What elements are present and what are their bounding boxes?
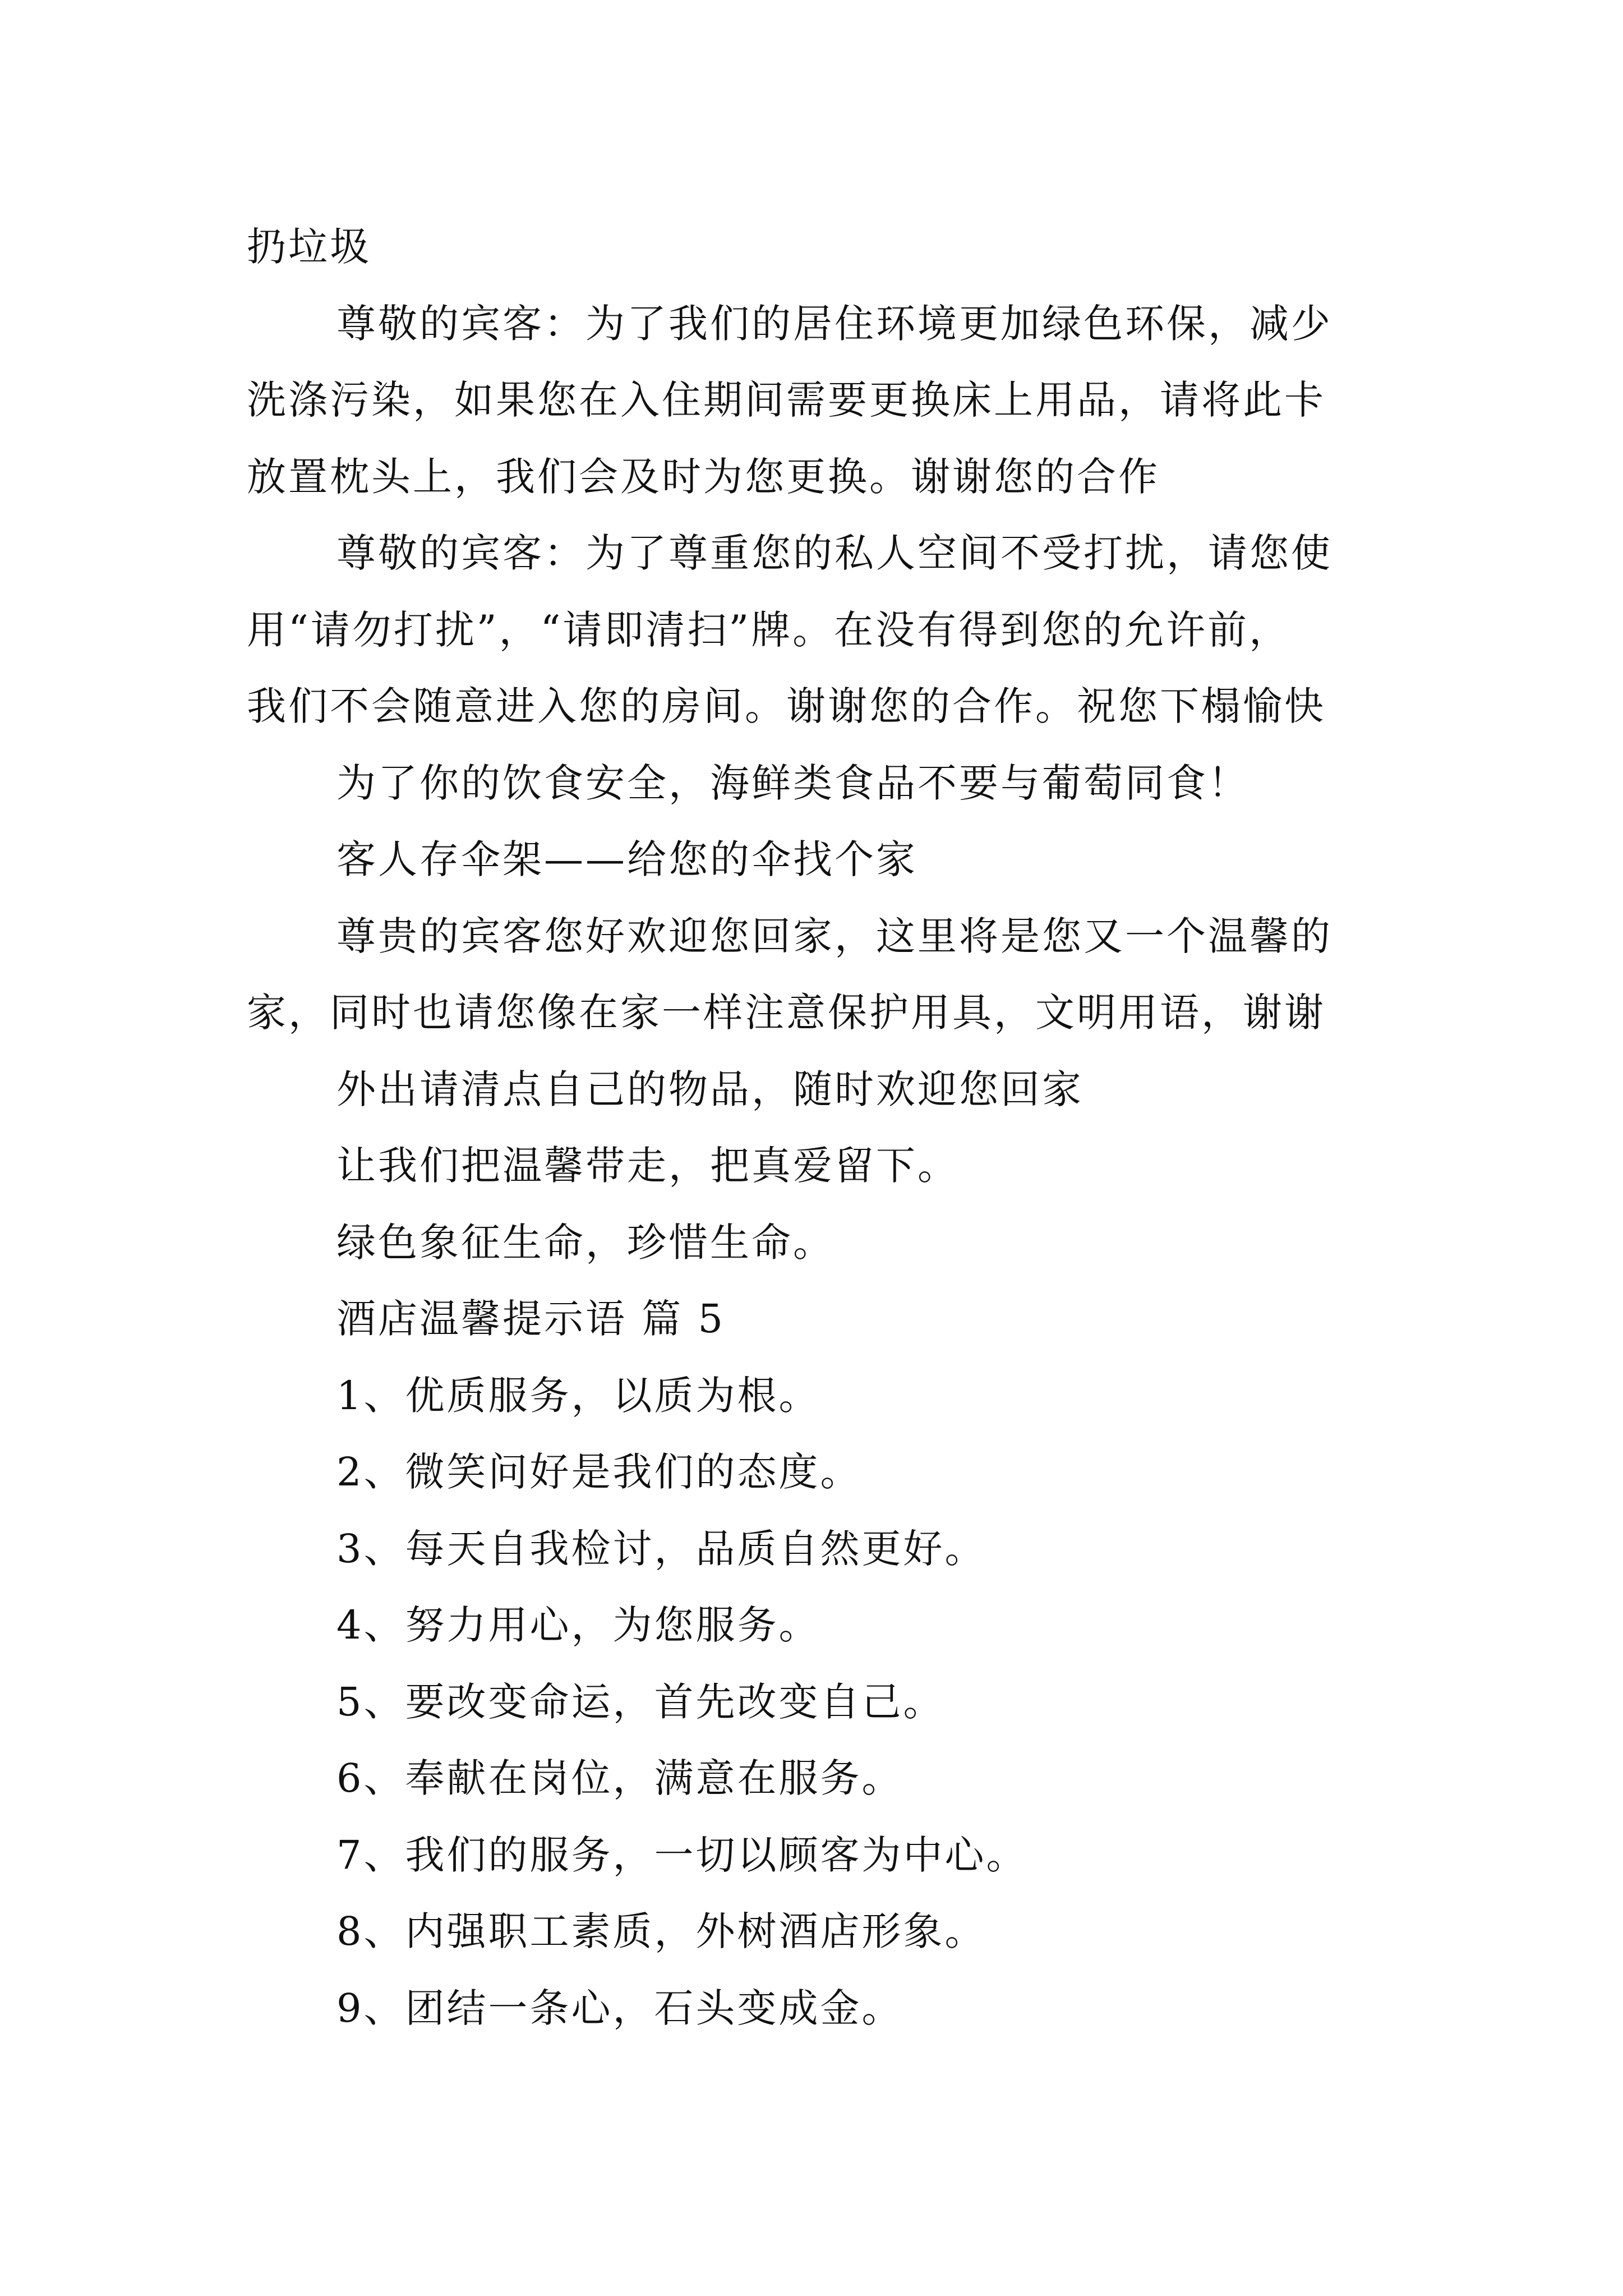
list-item: 7、我们的服务，一切以顾客为中心。 [336,1832,1028,1878]
document-body [247,209,1396,2046]
text-line: 放置枕头上，我们会及时为您更换。谢谢您的合作 [247,453,1160,500]
text-line: 为了你的饮食安全，海鲜类食品不要与葡萄同食！ [336,760,1249,806]
list-item: 9、团结一条心，石头变成金。 [336,1985,903,2031]
text-line: 用“请勿打扰”，“请即清扫”牌。在没有得到您的允许前， [247,606,1291,653]
list-item: 6、奉献在岗位，满意在服务。 [336,1755,903,1801]
text-line: 让我们把温馨带走，把真爱留下。 [336,1143,959,1189]
text-line: 家，同时也请您像在家一样注意保护用具，文明用语，谢谢 [247,990,1326,1036]
text-line: 尊贵的宾客您好欢迎您回家，这里将是您又一个温馨的 [336,913,1332,959]
list-item: 4、努力用心，为您服务。 [336,1602,820,1648]
list-item: 5、要改变命运，首先改变自己。 [336,1678,945,1725]
text-line: 尊敬的宾客：为了我们的居住环境更加绿色环保，减少 [336,300,1332,347]
text-line: 扔垃圾 [247,224,371,270]
text-line: 洗涤污染，如果您在入住期间需要更换床上用品，请将此卡 [247,377,1326,423]
text-line: 绿色象征生命，珍惜生命。 [336,1219,834,1266]
text-line: 我们不会随意进入您的房间。谢谢您的合作。祝您下榻愉快 [247,683,1326,729]
list-item: 2、微笑问好是我们的态度。 [336,1449,862,1495]
list-item: 3、每天自我检讨，品质自然更好。 [336,1525,986,1572]
text-line: 客人存伞架——给您的伞找个家 [336,836,917,882]
section-heading: 酒店温馨提示语 篇 5 [336,1296,726,1342]
list-item: 8、内强职工素质，外树酒店形象。 [336,1908,986,1954]
list-item: 1、优质服务，以质为根。 [336,1372,820,1419]
text-line: 外出请清点自己的物品，随时欢迎您回家 [336,1066,1083,1112]
text-line: 尊敬的宾客：为了尊重您的私人空间不受打扰，请您使 [336,530,1332,576]
